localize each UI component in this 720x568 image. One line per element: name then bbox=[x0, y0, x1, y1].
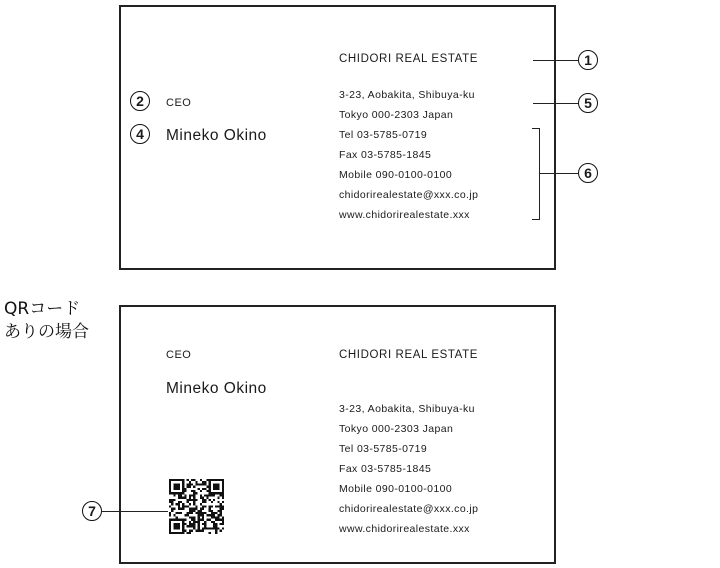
company-name: CHIDORI REAL ESTATE bbox=[339, 349, 478, 361]
callout-marker-role: 2 bbox=[130, 91, 150, 111]
contacts-bracket bbox=[532, 128, 540, 220]
callout-marker-name: 4 bbox=[130, 124, 150, 144]
callout-leader-address bbox=[533, 103, 578, 104]
person-name: Mineko Okino bbox=[166, 380, 267, 397]
callout-marker-contacts: 6 bbox=[578, 163, 598, 183]
contact-website: www.chidorirealestate.xxx bbox=[339, 523, 470, 535]
business-card-with-qr bbox=[119, 305, 556, 564]
contact-email: chidorirealestate@xxx.co.jp bbox=[339, 189, 479, 201]
contact-tel: Tel 03-5785-0719 bbox=[339, 129, 428, 141]
callout-leader-contacts bbox=[540, 173, 578, 174]
role-title: CEO bbox=[166, 349, 192, 361]
contact-fax: Fax 03-5785-1845 bbox=[339, 463, 432, 475]
qr-variant-label bbox=[4, 298, 89, 344]
company-name: CHIDORI REAL ESTATE bbox=[339, 53, 478, 65]
role-title: CEO bbox=[166, 97, 192, 109]
contact-email: chidorirealestate@xxx.co.jp bbox=[339, 503, 479, 515]
contact-website: www.chidorirealestate.xxx bbox=[339, 209, 470, 221]
qr-variant-label-line: ありの場合 bbox=[4, 322, 89, 342]
address-line: Tokyo 000-2303 Japan bbox=[339, 109, 454, 121]
address-line: 3-23, Aobakita, Shibuya-ku bbox=[339, 403, 475, 415]
address-line: Tokyo 000-2303 Japan bbox=[339, 423, 454, 435]
business-card-standard bbox=[119, 5, 556, 270]
callout-marker-address: 5 bbox=[578, 93, 598, 113]
contact-mobile: Mobile 090-0100-0100 bbox=[339, 169, 453, 181]
callout-marker-qr: 7 bbox=[82, 501, 102, 521]
contact-tel: Tel 03-5785-0719 bbox=[339, 443, 428, 455]
callout-leader-qr bbox=[102, 511, 168, 512]
qr-variant-label-line: QRコード bbox=[4, 299, 81, 319]
callout-leader-company bbox=[533, 60, 578, 61]
callout-marker-company: 1 bbox=[578, 50, 598, 70]
contact-mobile: Mobile 090-0100-0100 bbox=[339, 483, 453, 495]
address-line: 3-23, Aobakita, Shibuya-ku bbox=[339, 89, 475, 101]
contact-fax: Fax 03-5785-1845 bbox=[339, 149, 432, 161]
qr-code-icon bbox=[169, 479, 224, 534]
person-name: Mineko Okino bbox=[166, 127, 267, 144]
